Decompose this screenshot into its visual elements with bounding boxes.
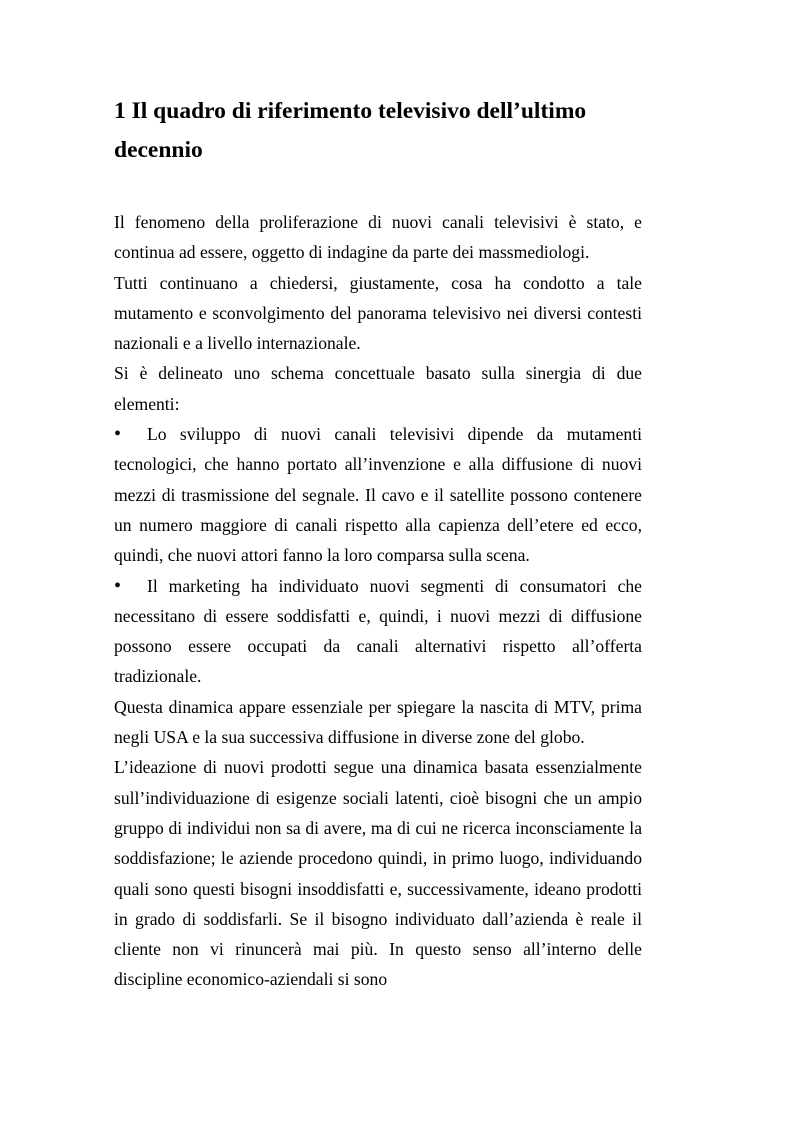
bullet-item-technology [114,419,642,570]
bullet-icon [114,571,147,601]
bullet-text-marketing: Il marketing ha individuato nuovi segmenti di consumatori che necessitano di essere soddisfatti e, quindi, i nuovi mezzi di diffusione possono essere occupati da canali alternativi rispetto all’offerta tradizionale. [114,575,642,687]
bullet-list [114,419,642,692]
bullet-item-marketing [114,571,642,692]
paragraph-mtv: Questa dinamica appare essenziale per spiegare la nascita di MTV, prima negli USA e la sua successiva diffusione in diverse zone del globo. [114,696,642,748]
paragraph-schema: Si è delineato uno schema concettuale basato sulla sinergia di due elementi: [114,363,642,414]
paragraph-intro: Il fenomeno della proliferazione di nuovi canali televisivi è stato, e continua ad essere, oggetto di indagine da parte dei massmediologi. [114,212,642,263]
paragraph-question: Tutti continuano a chiedersi, giustamente, cosa ha condotto a tale mutamento e sconvolgimento del panorama televisivo nei diversi contesti nazionali e a livello internazionale. [114,272,642,354]
page-content [114,92,642,995]
body-text [114,207,642,995]
bullet-icon [114,419,147,449]
bullet-text-technology: Lo sviluppo di nuovi canali televisivi dipende da mutamenti tecnologici, che hanno portato all’invenzione e alla diffusione di nuovi mezzi di trasmissione del segnale. Il cavo e il satellite possono contenere un numero maggiore di canali rispetto alla capienza dell’etere ed ecco, quindi, che nuovi attori fanno la loro comparsa sulla scena. [114,424,642,566]
chapter-heading: 1 Il quadro di riferimento televisivo dell’ultimo decennio [114,98,587,163]
paragraph-ideation: L’ideazione di nuovi prodotti segue una dinamica basata essenzialmente sull’individuazione di esigenze sociali latenti, cioè bisogni che un ampio gruppo di individui non sa di avere, ma di cui ne ricerca inconsciamente la soddisfazione; le aziende procedono quindi, in primo luogo, individuando quali sono questi bisogni insoddisfatti e, successivamente, ideano prodotti in grado di soddisfarli. Se il bisogno individuato dall’azienda è reale il cliente non vi rinuncerà mai più. In questo senso all’interno delle discipline economico-aziendali si sono [114,757,642,990]
